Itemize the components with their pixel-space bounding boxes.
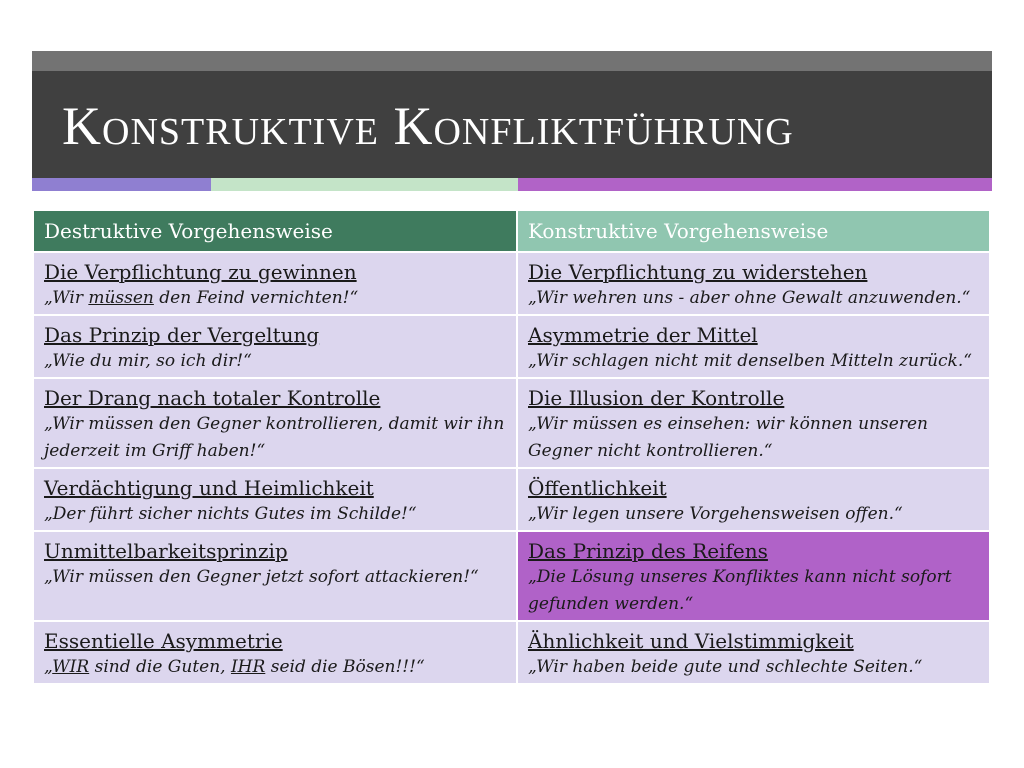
cell-constructive bbox=[518, 469, 989, 530]
cell-title: Die Verpflichtung zu widerstehen bbox=[528, 260, 868, 284]
accent-stripe-purple bbox=[32, 178, 211, 191]
table-row bbox=[34, 622, 989, 683]
cell-quote: „Die Lösung unseres Konfliktes kann nicht sofort gefunden werden.“ bbox=[528, 567, 952, 614]
table-row bbox=[34, 253, 989, 314]
cell-destructive bbox=[34, 622, 516, 683]
cell-title: Das Prinzip des Reifens bbox=[528, 539, 768, 563]
table-row bbox=[34, 316, 989, 377]
cell-title: Die Illusion der Kontrolle bbox=[528, 386, 785, 410]
cell-quote: „Wir müssen den Feind vernichten!“ bbox=[44, 288, 359, 308]
cell-constructive bbox=[518, 379, 989, 467]
cell-constructive bbox=[518, 316, 989, 377]
cell-quote: „Wir müssen den Gegner kontrollieren, damit wir ihn jederzeit im Griff haben!“ bbox=[44, 414, 505, 461]
cell-title: Der Drang nach totaler Kontrolle bbox=[44, 386, 381, 410]
header-destructive: Destruktive Vorgehensweise bbox=[34, 211, 516, 251]
cell-quote: „WIR sind die Guten, IHR seid die Bösen!!!“ bbox=[44, 657, 425, 677]
cell-title: Die Verpflichtung zu gewinnen bbox=[44, 260, 357, 284]
cell-quote: „Wir wehren uns - aber ohne Gewalt anzuwenden.“ bbox=[528, 288, 971, 308]
cell-destructive bbox=[34, 253, 516, 314]
header-constructive: Konstruktive Vorgehensweise bbox=[518, 211, 989, 251]
cell-title: Ähnlichkeit und Vielstimmigkeit bbox=[528, 629, 854, 653]
cell-quote: „Wir haben beide gute und schlechte Seiten.“ bbox=[528, 657, 923, 677]
cell-title: Das Prinzip der Vergeltung bbox=[44, 323, 320, 347]
accent-stripe-green bbox=[211, 178, 518, 191]
cell-title: Öffentlichkeit bbox=[528, 476, 667, 500]
comparison-table bbox=[32, 209, 991, 685]
cell-constructive-highlighted bbox=[518, 532, 989, 620]
cell-quote: „Wir müssen es einsehen: wir können unseren Gegner nicht kontrollieren.“ bbox=[528, 414, 928, 461]
cell-title: Asymmetrie der Mittel bbox=[528, 323, 758, 347]
cell-quote: „Wir müssen den Gegner jetzt sofort attackieren!“ bbox=[44, 567, 479, 587]
cell-destructive bbox=[34, 316, 516, 377]
table-header-row bbox=[34, 211, 989, 251]
cell-destructive bbox=[34, 469, 516, 530]
cell-quote: „Wir legen unsere Vorgehensweisen offen.“ bbox=[528, 504, 903, 524]
accent-stripe-magenta bbox=[518, 178, 992, 191]
cell-title: Essentielle Asymmetrie bbox=[44, 629, 283, 653]
cell-constructive bbox=[518, 253, 989, 314]
table-row bbox=[34, 532, 989, 620]
cell-quote: „Wir schlagen nicht mit denselben Mitteln zurück.“ bbox=[528, 351, 972, 371]
cell-quote: „Wie du mir, so ich dir!“ bbox=[44, 351, 252, 371]
table-row bbox=[34, 379, 989, 467]
cell-title: Verdächtigung und Heimlichkeit bbox=[44, 476, 374, 500]
cell-destructive bbox=[34, 379, 516, 467]
cell-constructive bbox=[518, 622, 989, 683]
page-title: Konstruktive Konfliktführung bbox=[62, 96, 794, 156]
cell-title: Unmittelbarkeitsprinzip bbox=[44, 539, 288, 563]
title-bar-top-strip bbox=[32, 51, 992, 71]
cell-destructive bbox=[34, 532, 516, 620]
table-row bbox=[34, 469, 989, 530]
cell-quote: „Der führt sicher nichts Gutes im Schilde!“ bbox=[44, 504, 417, 524]
